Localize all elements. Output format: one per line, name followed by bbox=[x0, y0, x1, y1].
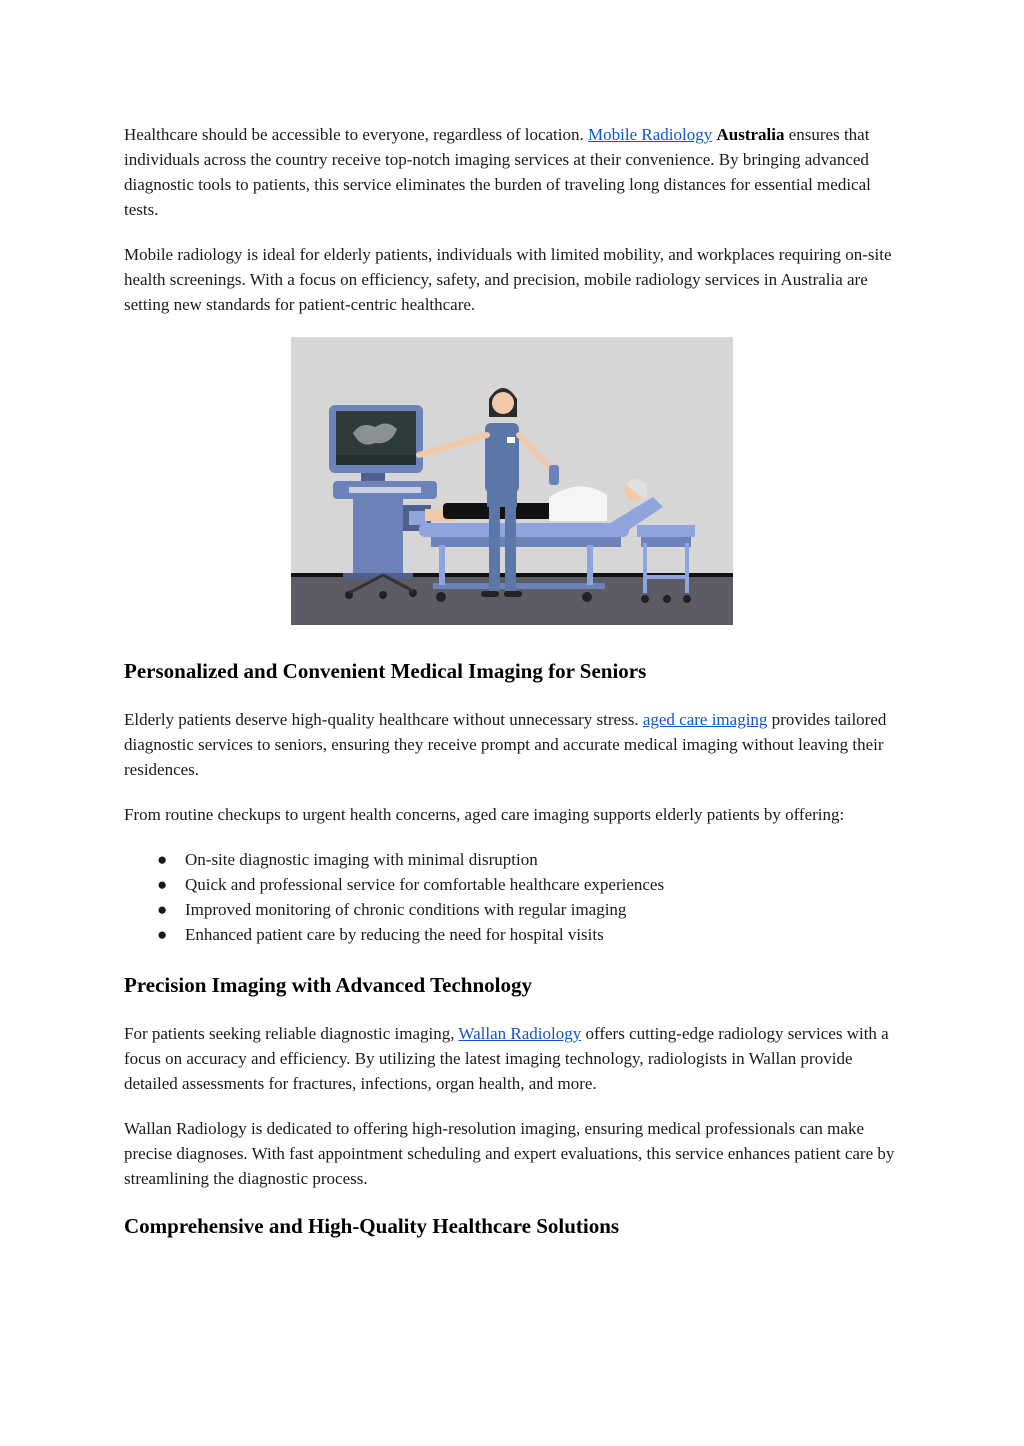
wallan-radiology-link[interactable]: Wallan Radiology bbox=[458, 1024, 582, 1043]
list-item: ● Quick and professional service for comfortable healthcare experiences bbox=[124, 872, 899, 897]
bullet-icon: ● bbox=[157, 925, 168, 944]
heading-healthcare-solutions: Comprehensive and High-Quality Healthcare Solutions bbox=[124, 1214, 620, 1238]
list-item: ● Enhanced patient care by reducing the need for hospital visits bbox=[124, 922, 899, 947]
list-item: ● Improved monitoring of chronic conditions with regular imaging bbox=[124, 897, 899, 922]
intro-paragraph-2: Mobile radiology is ideal for elderly patients, individuals with limited mobility, and workplaces requiring on-site health screenings. With a focus on efficiency, safety, and precision, mobile radiology services in Australia are setting new standards for patient-centric healthcare. bbox=[124, 245, 892, 314]
wallan-paragraph-1 bbox=[124, 1021, 899, 1096]
heading-seniors-imaging: Personalized and Convenient Medical Imaging for Seniors bbox=[124, 659, 647, 683]
wallan-paragraph-2: Wallan Radiology is dedicated to offering high-resolution imaging, ensuring medical professionals can make precise diagnoses. With fast appointment scheduling and expert evaluations, this service enhances patient care by streamlining the diagnostic process. bbox=[124, 1119, 895, 1188]
seniors-text-start: Elderly patients deserve high-quality healthcare without unnecessary stress. bbox=[124, 710, 643, 729]
bullet-icon: ● bbox=[157, 850, 168, 869]
seniors-paragraph-2: From routine checkups to urgent health concerns, aged care imaging supports elderly patients by offering: bbox=[124, 805, 845, 824]
seniors-paragraph-1 bbox=[124, 707, 899, 782]
intro-text-start: Healthcare should be accessible to everyone, regardless of location. bbox=[124, 125, 589, 144]
intro-text-end: ensures that individuals across the country receive top-notch imaging services at their convenience. By bringing advanced diagnostic tools to patients, this service eliminates the burden of traveling long distances for essential medical tests. bbox=[124, 125, 871, 219]
document-page bbox=[124, 122, 899, 1262]
bullet-icon: ● bbox=[157, 900, 168, 919]
heading-precision-imaging: Precision Imaging with Advanced Technology bbox=[124, 973, 533, 997]
wallan-text-start: For patients seeking reliable diagnostic imaging, bbox=[124, 1024, 459, 1043]
radiology-illustration bbox=[291, 337, 733, 625]
seniors-text-end: provides tailored diagnostic services to seniors, ensuring they receive prompt and accurate medical imaging without leaving their residences. bbox=[124, 710, 887, 779]
wallan-text-end: offers cutting-edge radiology services with a focus on accuracy and efficiency. By utilizing the latest imaging technology, radiologists in Wallan provide detailed assessments for fractures, infections, organ health, and more. bbox=[124, 1024, 889, 1093]
list-item: ● On-site diagnostic imaging with minimal disruption bbox=[124, 847, 899, 872]
benefits-list bbox=[124, 847, 899, 947]
bullet-icon: ● bbox=[157, 875, 168, 894]
mobile-radiology-link[interactable]: Mobile Radiology bbox=[588, 125, 713, 144]
intro-bold-australia: Australia bbox=[716, 125, 785, 144]
aged-care-imaging-link[interactable]: aged care imaging bbox=[642, 710, 768, 729]
intro-paragraph-1 bbox=[124, 122, 899, 222]
